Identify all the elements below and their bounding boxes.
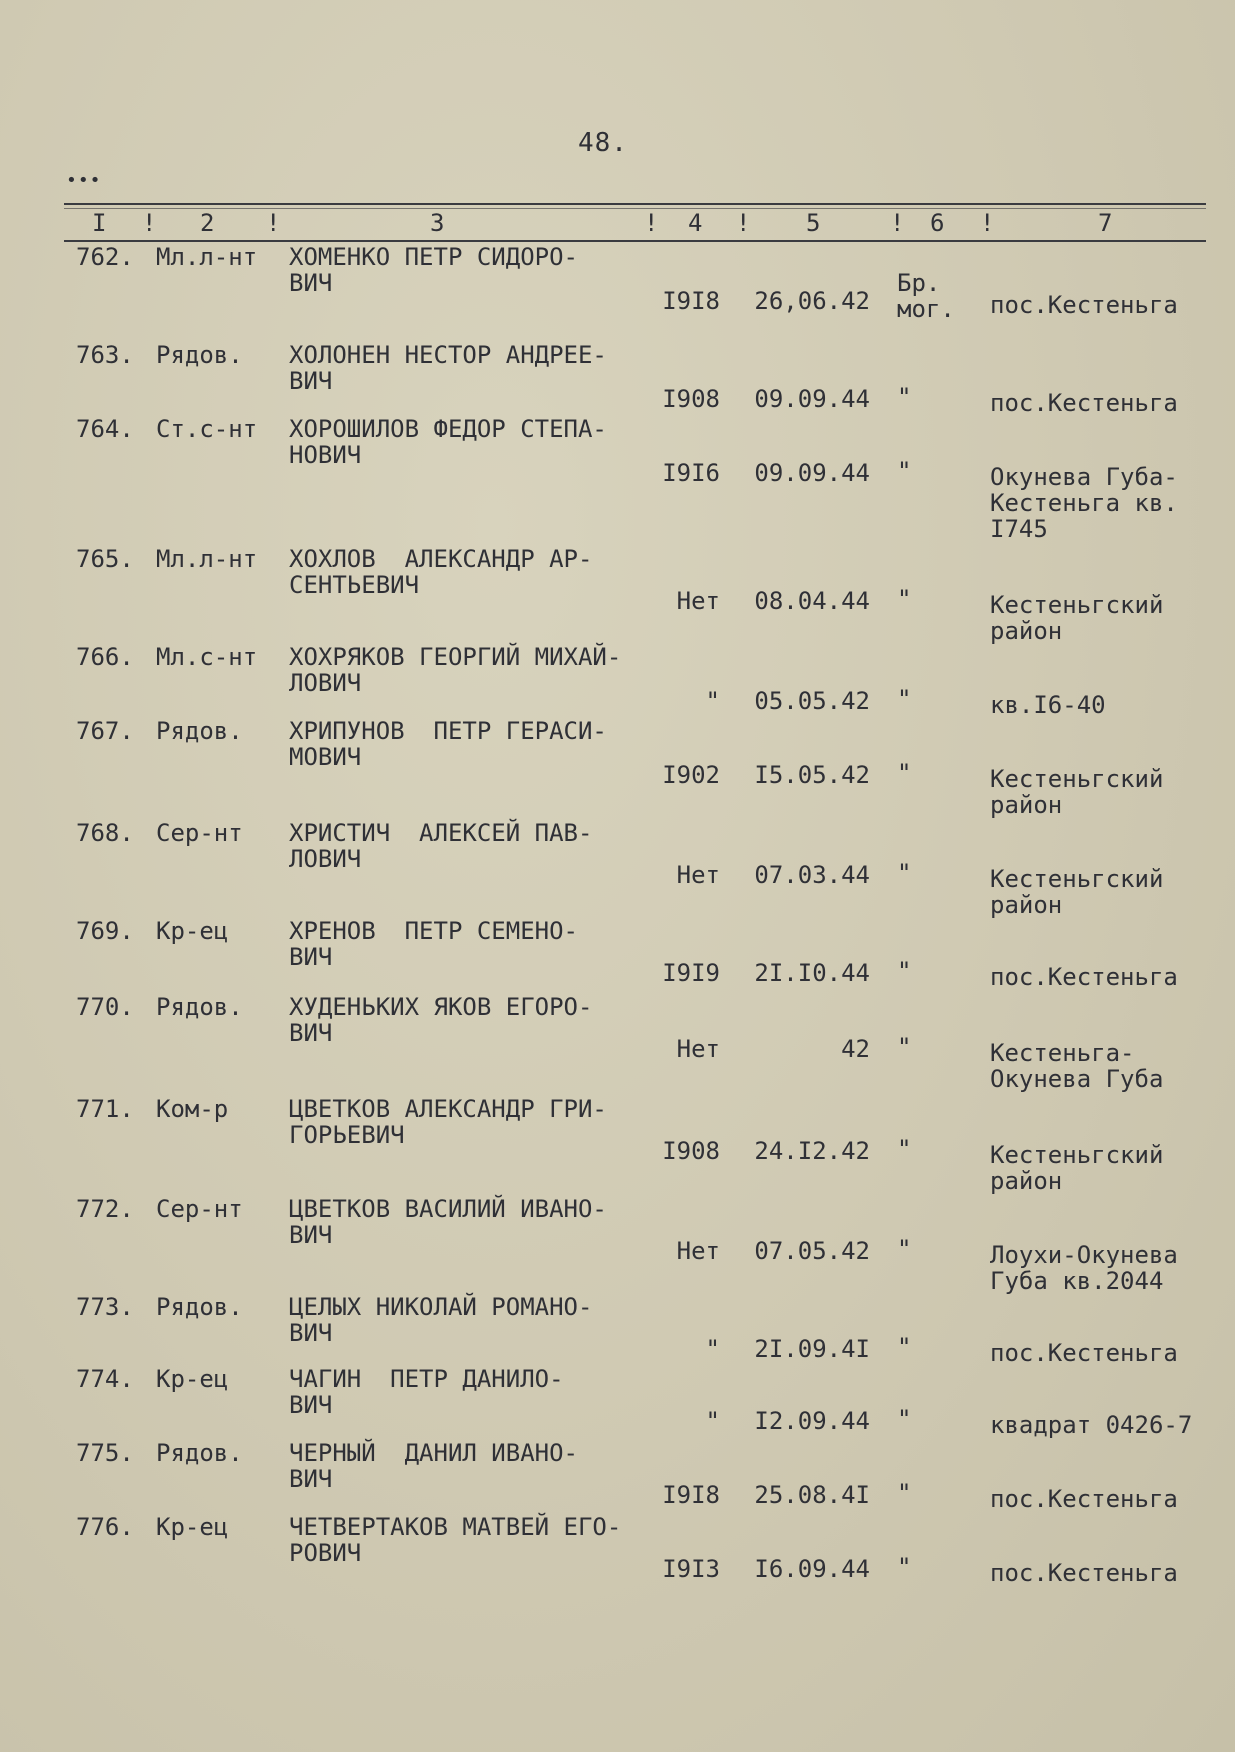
table-header: [0, 209, 1235, 239]
col-separator: !: [980, 209, 995, 237]
row-name: [289, 1440, 649, 1492]
row-name-line2: МОВИЧ: [289, 743, 362, 771]
row-name-line1: ХУДЕНЬКИХ ЯКОВ ЕГОРО-: [289, 993, 593, 1021]
row-number: 764.: [76, 415, 134, 443]
row-name-line2: ВИЧ: [289, 1465, 333, 1493]
row-death-date: 09.09.44: [754, 459, 870, 487]
row-name: [289, 546, 649, 598]
row-burial-place: пос.Кестеньга: [990, 1485, 1178, 1513]
row-name-line2: СЕНТЬЕВИЧ: [289, 571, 420, 599]
row-rank: Кр-ец: [156, 917, 229, 945]
row-number: 775.: [76, 1439, 134, 1467]
row-birth-year: ": [705, 687, 720, 715]
row-burial-mark: ": [897, 1235, 912, 1263]
row-burial-place: Кестеньгский район: [990, 1141, 1164, 1195]
row-death-date: I5.05.42: [754, 761, 870, 789]
row-number: 771.: [76, 1095, 134, 1123]
row-name-line2: ВИЧ: [289, 1221, 333, 1249]
row-burial-mark: ": [897, 1479, 912, 1507]
row-name-line2: ВИЧ: [289, 1019, 333, 1047]
row-burial-mark: ": [897, 759, 912, 787]
row-burial-place: Кестеньгский район: [990, 765, 1164, 819]
row-number: 768.: [76, 819, 134, 847]
row-burial-place: Окунева Губа-Кестеньга кв. I745: [990, 463, 1178, 543]
row-burial-place: кв.I6-40: [990, 691, 1106, 719]
row-name: [289, 1196, 649, 1248]
row-rank: Рядов.: [156, 1439, 243, 1467]
row-birth-year: Нет: [676, 1237, 720, 1265]
row-burial-mark: ": [897, 685, 912, 713]
col-separator: !: [266, 209, 281, 237]
row-burial-place: пос.Кестеньга: [990, 291, 1178, 319]
row-number: 774.: [76, 1365, 134, 1393]
row-birth-year: I9I6: [662, 459, 720, 487]
row-name-line1: ХОМЕНКО ПЕТР СИДОРО-: [289, 243, 578, 271]
row-burial-mark: Бр. мог.: [897, 269, 955, 323]
row-name-line2: ВИЧ: [289, 367, 333, 395]
col-header-7: 7: [1098, 209, 1113, 237]
row-number: 772.: [76, 1195, 134, 1223]
row-birth-year: Нет: [676, 861, 720, 889]
row-burial-mark: ": [897, 1405, 912, 1433]
row-name: [289, 644, 649, 696]
col-separator: !: [644, 209, 659, 237]
row-birth-year: ": [705, 1407, 720, 1435]
table-row: [0, 1195, 1235, 1295]
row-name-line1: ХОРОШИЛОВ ФЕДОР СТЕПА-: [289, 415, 607, 443]
col-header-3: 3: [430, 209, 445, 237]
row-name-line2: РОВИЧ: [289, 1539, 362, 1567]
row-name-line1: ХРЕНОВ ПЕТР СЕМЕНО-: [289, 917, 578, 945]
row-death-date: I6.09.44: [754, 1555, 870, 1583]
row-name-line2: НОВИЧ: [289, 441, 362, 469]
col-separator: !: [142, 209, 157, 237]
row-number: 776.: [76, 1513, 134, 1541]
row-death-date: I2.09.44: [754, 1407, 870, 1435]
row-name-line1: ХРИСТИЧ АЛЕКСЕЙ ПАВ-: [289, 819, 593, 847]
row-death-date: 2I.09.4I: [754, 1335, 870, 1363]
table-row: [0, 1095, 1235, 1195]
table-row: [0, 819, 1235, 919]
row-name-line1: ЧЕТВЕРТАКОВ МАТВЕЙ ЕГО-: [289, 1513, 622, 1541]
row-name: [289, 1294, 649, 1346]
page-number: 48.: [578, 128, 628, 158]
row-name-line2: ЛОВИЧ: [289, 845, 362, 873]
row-name-line1: ХРИПУНОВ ПЕТР ГЕРАСИ-: [289, 717, 607, 745]
row-number: 767.: [76, 717, 134, 745]
row-rank: Рядов.: [156, 1293, 243, 1321]
row-name: [289, 1096, 649, 1148]
row-name-line1: ЧАГИН ПЕТР ДАНИЛО-: [289, 1365, 564, 1393]
col-header-6: 6: [930, 209, 945, 237]
row-burial-place: пос.Кестеньга: [990, 1339, 1178, 1367]
row-death-date: 07.05.42: [754, 1237, 870, 1265]
row-birth-year: I9I8: [662, 1481, 720, 1509]
table-row: [0, 243, 1235, 323]
row-rank: Кр-ец: [156, 1513, 229, 1541]
row-burial-mark: ": [897, 383, 912, 411]
table-row: [0, 993, 1235, 1093]
row-rank: Мл.л-нт: [156, 545, 258, 573]
row-burial-mark: ": [897, 1135, 912, 1163]
row-number: 770.: [76, 993, 134, 1021]
row-birth-year: ": [705, 1335, 720, 1363]
row-birth-year: I9I9: [662, 959, 720, 987]
col-header-5: 5: [806, 209, 821, 237]
row-death-date: 2I.I0.44: [754, 959, 870, 987]
row-name: [289, 244, 649, 296]
row-name-line1: ХОЛОНЕН НЕСТОР АНДРЕЕ-: [289, 341, 607, 369]
row-rank: Сер-нт: [156, 1195, 243, 1223]
row-name: [289, 820, 649, 872]
table-row: [0, 1513, 1235, 1587]
row-birth-year: I9I8: [662, 287, 720, 315]
row-name-line1: ЦЕЛЫХ НИКОЛАЙ РОМАНО-: [289, 1293, 593, 1321]
row-burial-place: пос.Кестеньга: [990, 963, 1178, 991]
row-rank: Ст.с-нт: [156, 415, 258, 443]
row-rank: Рядов.: [156, 341, 243, 369]
row-rank: Мл.л-нт: [156, 243, 258, 271]
col-separator: !: [736, 209, 751, 237]
table-row: [0, 341, 1235, 417]
table-row: [0, 415, 1235, 543]
row-name: [289, 1514, 649, 1566]
row-name-line1: ЦВЕТКОВ АЛЕКСАНДР ГРИ-: [289, 1095, 607, 1123]
row-name-line1: ХОХЛОВ АЛЕКСАНДР АР-: [289, 545, 593, 573]
row-death-date: 08.04.44: [754, 587, 870, 615]
row-number: 763.: [76, 341, 134, 369]
row-death-date: 07.03.44: [754, 861, 870, 889]
header-dots: •••: [66, 170, 102, 191]
row-name: [289, 416, 649, 468]
col-header-1: I: [92, 209, 107, 237]
row-name-line2: ВИЧ: [289, 1391, 333, 1419]
row-burial-place: Лоухи-Окунева Губа кв.2044: [990, 1241, 1178, 1295]
row-death-date: 25.08.4I: [754, 1481, 870, 1509]
row-death-date: 26,06.42: [754, 287, 870, 315]
row-death-date: 09.09.44: [754, 385, 870, 413]
row-burial-place: Кестеньгский район: [990, 591, 1164, 645]
col-header-2: 2: [200, 209, 215, 237]
row-burial-mark: ": [897, 1333, 912, 1361]
row-rank: Ком-р: [156, 1095, 229, 1123]
table-row: [0, 1365, 1235, 1439]
row-death-date: 05.05.42: [754, 687, 870, 715]
row-burial-mark: ": [897, 585, 912, 613]
row-rank: Мл.с-нт: [156, 643, 258, 671]
row-burial-place: квадрат 0426-7: [990, 1411, 1193, 1439]
row-burial-mark: ": [897, 957, 912, 985]
table-row: [0, 643, 1235, 719]
row-name: [289, 918, 649, 970]
col-header-4: 4: [688, 209, 703, 237]
row-burial-place: пос.Кестеньга: [990, 1559, 1178, 1587]
row-name-line2: ВИЧ: [289, 943, 333, 971]
table-header-bottom-rule: [64, 240, 1206, 242]
row-birth-year: Нет: [676, 1035, 720, 1063]
row-birth-year: I9I3: [662, 1555, 720, 1583]
row-birth-year: I908: [662, 385, 720, 413]
table-row: [0, 917, 1235, 991]
row-number: 766.: [76, 643, 134, 671]
row-burial-place: Кестеньга-Окунева Губа: [990, 1039, 1164, 1093]
row-birth-year: I902: [662, 761, 720, 789]
row-number: 762.: [76, 243, 134, 271]
row-birth-year: Нет: [676, 587, 720, 615]
row-rank: Кр-ец: [156, 1365, 229, 1393]
table-row: [0, 545, 1235, 645]
row-name: [289, 994, 649, 1046]
row-name: [289, 1366, 649, 1418]
row-name: [289, 342, 649, 394]
row-burial-place: пос.Кестеньга: [990, 389, 1178, 417]
col-separator: !: [890, 209, 905, 237]
row-burial-place: Кестеньгский район: [990, 865, 1164, 919]
table-top-rule: [64, 203, 1206, 205]
row-name-line2: ВИЧ: [289, 1319, 333, 1347]
row-name-line2: ГОРЬЕВИЧ: [289, 1121, 405, 1149]
row-burial-mark: ": [897, 859, 912, 887]
row-rank: Рядов.: [156, 717, 243, 745]
row-death-date: 24.I2.42: [754, 1137, 870, 1165]
table-row: [0, 717, 1235, 819]
row-burial-mark: ": [897, 1553, 912, 1581]
table-row: [0, 1439, 1235, 1513]
row-name-line2: ЛОВИЧ: [289, 669, 362, 697]
row-name-line1: ЧЕРНЫЙ ДАНИЛ ИВАНО-: [289, 1439, 578, 1467]
row-name-line2: ВИЧ: [289, 269, 333, 297]
table-row: [0, 1293, 1235, 1367]
row-number: 769.: [76, 917, 134, 945]
row-rank: Сер-нт: [156, 819, 243, 847]
row-death-date: 42: [841, 1035, 870, 1063]
row-rank: Рядов.: [156, 993, 243, 1021]
row-birth-year: I908: [662, 1137, 720, 1165]
row-name-line1: ХОХРЯКОВ ГЕОРГИЙ МИХАЙ-: [289, 643, 622, 671]
row-number: 773.: [76, 1293, 134, 1321]
row-burial-mark: ": [897, 1033, 912, 1061]
row-number: 765.: [76, 545, 134, 573]
row-name-line1: ЦВЕТКОВ ВАСИЛИЙ ИВАНО-: [289, 1195, 607, 1223]
row-name: [289, 718, 649, 770]
row-burial-mark: ": [897, 457, 912, 485]
